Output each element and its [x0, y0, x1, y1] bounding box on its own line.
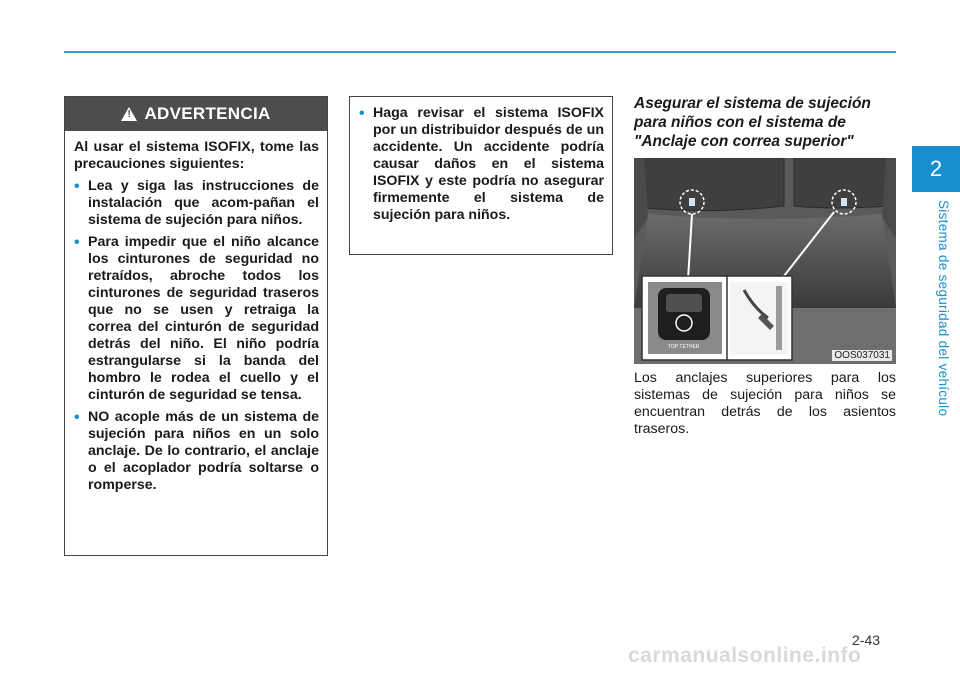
- warning-intro: Al usar el sistema ISOFIX, tome las precauciones siguientes:: [74, 139, 319, 172]
- warning-bullet: • Lea y siga las instrucciones de instalación que acom-pañan el sistema de sujeción para niños.: [74, 178, 319, 229]
- trunk-anchor-photo: [634, 158, 896, 364]
- trunk-illustration: [634, 158, 896, 364]
- warning-header: [65, 97, 327, 131]
- chapter-number: 2: [929, 156, 943, 181]
- warning-continued-body: [350, 97, 612, 224]
- warning-triangle-icon: [121, 107, 137, 121]
- warning-body: [65, 131, 327, 494]
- image-code: OOS037031: [834, 350, 890, 361]
- top-rule: [64, 51, 896, 53]
- warning-box: [64, 96, 328, 556]
- warning-header-label: ADVERTENCIA: [144, 104, 271, 123]
- chapter-tab: [912, 146, 960, 192]
- warning-bullet: • NO acople más de un sistema de sujeción para niños en un solo anclaje. De lo contrario, el anclaje o el acoplador podría soltarse o romperse.: [74, 409, 319, 494]
- section-body: Los anclajes superiores para los sistemas de sujeción para niños se encuentran detrás de los asientos traseros.: [634, 370, 896, 437]
- warning-bullet: • Haga revisar el sistema ISOFIX por un distribuidor después de un accidente. Un accidente podría causar daños en el sistema ISOFIX y este podría no asegurar firmemente el sistema de sujeción para niños.: [359, 105, 604, 224]
- watermark: carmanualsonline.info: [628, 644, 862, 667]
- section-heading: Asegurar el sistema de sujeción para niños con el sistema de "Anclaje con correa superior": [634, 95, 871, 150]
- page-number: 2-43: [852, 632, 881, 648]
- warning-continued-box: [349, 96, 613, 255]
- chapter-title: Sistema de seguridad del vehículo: [936, 200, 951, 417]
- tether-label: TOP TETHER: [668, 344, 700, 350]
- warning-bullet: • Para impedir que el niño alcance los cinturones de seguridad no retraídos, abroche todos los cinturones de seguridad traseros que no se usen y retraiga la correa del cinturón de seguridad detrás del niño. El niño podría estrangularse si la banda del hombro le rodea el cuello y el cinturón de seguridad se tensa.: [74, 234, 319, 404]
